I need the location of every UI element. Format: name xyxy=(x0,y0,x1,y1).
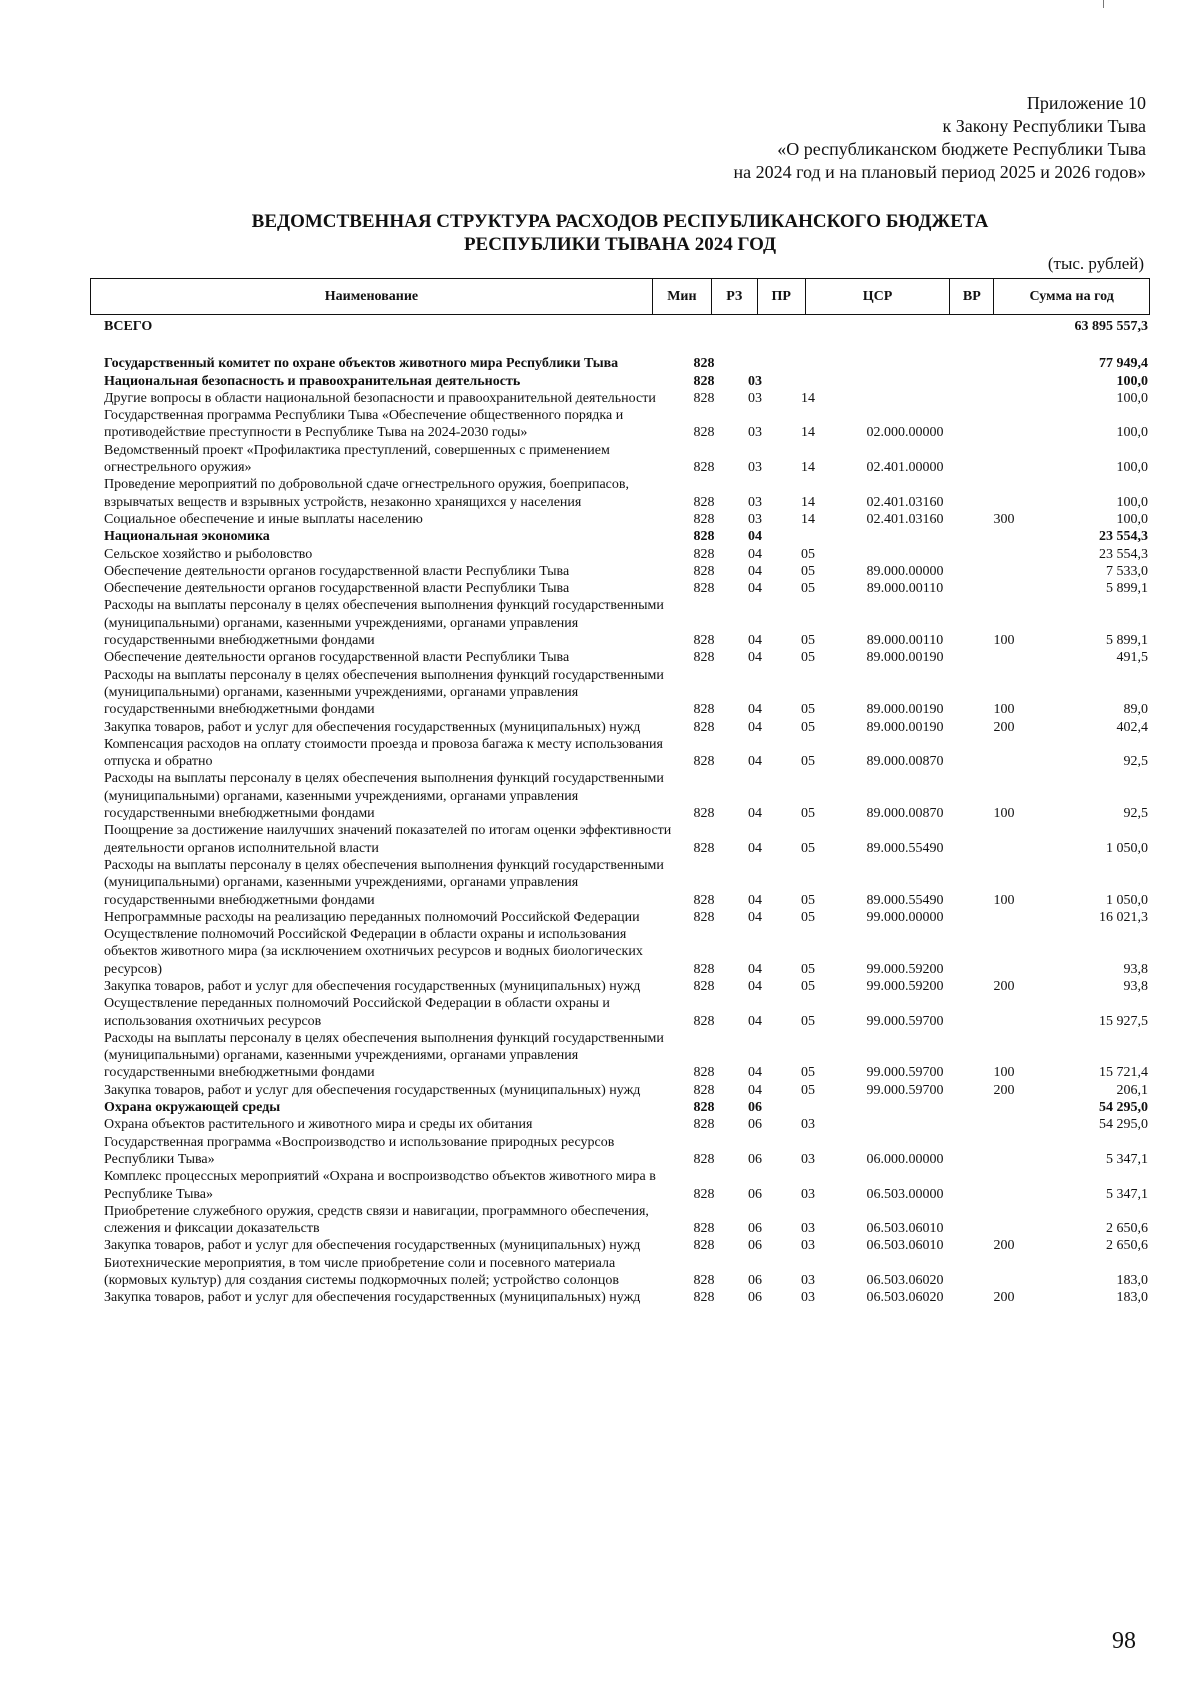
cell-name: Охрана окружающей среды xyxy=(104,1100,281,1116)
cell-rz: 04 xyxy=(748,650,762,666)
cell-name: Социальное обеспечение и иные выплаты населению xyxy=(104,511,423,527)
cell-rz: 06 xyxy=(748,1100,762,1116)
cell-pr: 05 xyxy=(801,719,815,735)
cell-min: 828 xyxy=(693,719,715,735)
cell-sum: 1 050,0 xyxy=(1106,840,1148,856)
scan-mark xyxy=(1103,0,1104,8)
table-row xyxy=(104,822,1150,857)
cell-pr: 05 xyxy=(801,961,815,977)
cell-min: 828 xyxy=(693,892,715,908)
table-row xyxy=(104,926,1150,978)
cell-sum: 100,0 xyxy=(1116,511,1148,527)
column-header-sum: Сумма на год xyxy=(1029,288,1114,304)
cell-pr: 05 xyxy=(801,633,815,649)
cell-pr: 05 xyxy=(801,806,815,822)
cell-csr: 06.000.00000 xyxy=(866,1151,944,1167)
title-line-2: РЕСПУБЛИКИ ТЫВАНА 2024 ГОД xyxy=(463,234,777,255)
title-line-1: ВЕДОМСТВЕННАЯ СТРУКТУРА РАСХОДОВ РЕСПУБЛИКАНСКОГО БЮДЖЕТА xyxy=(251,211,989,232)
cell-csr: 89.000.00190 xyxy=(866,702,944,718)
table-row xyxy=(104,442,1150,477)
table-body xyxy=(104,318,1150,1307)
cell-min: 828 xyxy=(693,978,715,994)
cell-name: Осуществление полномочий Российской Федерации в области охраны и использования объектов животного мира (за исключением охотничьих ресурсов и водных биологических ресурсов) xyxy=(104,927,643,977)
cell-rz: 04 xyxy=(748,633,762,649)
cell-min: 828 xyxy=(693,806,715,822)
cell-rz: 03 xyxy=(748,425,762,441)
table-row xyxy=(104,580,1150,597)
cell-name: Поощрение за достижение наилучших значений показателей по итогам оценки эффективности деятельности органов исполнительной власти xyxy=(104,823,672,856)
cell-pr: 05 xyxy=(801,1082,815,1098)
cell-sum: 183,0 xyxy=(1116,1290,1148,1306)
cell-name: Другие вопросы в области национальной безопасности и правоохранительной деятельности xyxy=(104,390,656,406)
cell-csr: 99.000.59700 xyxy=(866,1065,944,1081)
cell-rz: 06 xyxy=(748,1238,762,1254)
table-row xyxy=(104,563,1150,580)
cell-pr: 14 xyxy=(801,390,815,406)
cell-sum: 93,8 xyxy=(1123,978,1148,994)
cell-pr: 14 xyxy=(801,460,815,476)
table-row xyxy=(104,1116,1150,1133)
table-header xyxy=(90,278,1150,315)
cell-name: Компенсация расходов на оплату стоимости проезда и провоза багажа к месту использования отпуска и обратно xyxy=(104,736,663,770)
table-row xyxy=(104,407,1150,442)
table-row xyxy=(104,1082,1150,1099)
table-row xyxy=(104,719,1150,736)
table-row xyxy=(104,1289,1150,1306)
cell-sum: 100,0 xyxy=(1116,373,1148,389)
cell-name: Обеспечение деятельности органов государственной власти Республики Тыва xyxy=(104,581,570,597)
cell-sum: 54 295,0 xyxy=(1099,1100,1148,1116)
cell-min: 828 xyxy=(693,390,715,406)
cell-rz: 04 xyxy=(748,719,762,735)
cell-rz: 04 xyxy=(748,978,762,994)
cell-name: Обеспечение деятельности органов государственной власти Республики Тыва xyxy=(104,563,570,579)
table-row xyxy=(104,667,1150,719)
cell-rz: 04 xyxy=(748,1065,762,1081)
appendix-header xyxy=(446,92,1146,184)
table-row xyxy=(104,857,1150,909)
cell-csr: 89.000.00190 xyxy=(866,719,944,735)
cell-pr: 05 xyxy=(801,754,815,770)
cell-min: 828 xyxy=(693,563,715,579)
cell-vr: 200 xyxy=(993,719,1015,735)
table-row xyxy=(104,1134,1150,1169)
cell-csr: 89.000.00870 xyxy=(866,806,944,822)
cell-sum: 2 650,6 xyxy=(1106,1238,1148,1254)
table-row xyxy=(104,390,1150,407)
cell-sum: 206,1 xyxy=(1116,1082,1148,1098)
cell-sum: 5 899,1 xyxy=(1106,633,1148,649)
cell-sum: 54 295,0 xyxy=(1099,1117,1148,1133)
table-row xyxy=(104,528,1150,545)
appendix-line-3: «О республиканском бюджете Республики Тыва xyxy=(777,139,1146,159)
cell-rz: 04 xyxy=(748,1013,762,1029)
cell-pr: 05 xyxy=(801,702,815,718)
cell-min: 828 xyxy=(693,1013,715,1029)
cell-pr: 05 xyxy=(801,978,815,994)
cell-sum: 5 899,1 xyxy=(1106,581,1148,597)
cell-vr: 300 xyxy=(993,511,1015,527)
cell-sum: 15 927,5 xyxy=(1099,1013,1148,1029)
table-row xyxy=(104,373,1150,390)
cell-vr: 100 xyxy=(993,1065,1015,1081)
table-row xyxy=(104,995,1150,1030)
cell-pr: 05 xyxy=(801,840,815,856)
page-number: 98 xyxy=(1112,1628,1136,1654)
cell-vr: 100 xyxy=(993,806,1015,822)
cell-name: Закупка товаров, работ и услуг для обеспечения государственных (муниципальных) нужд xyxy=(104,1290,641,1306)
cell-pr: 05 xyxy=(801,1065,815,1081)
cell-pr: 03 xyxy=(801,1151,815,1167)
cell-rz: 06 xyxy=(748,1290,762,1306)
cell-vr: 100 xyxy=(993,633,1015,649)
column-header-pr: ПР xyxy=(758,279,806,314)
cell-sum: 5 347,1 xyxy=(1106,1151,1148,1167)
cell-vr: 200 xyxy=(993,978,1015,994)
cell-rz: 04 xyxy=(748,806,762,822)
cell-name: Проведение мероприятий по добровольной сдаче огнестрельного оружия, боеприпасов, взрывчатых веществ и взрывных устройств, незаконно хранящихся у населения xyxy=(104,477,629,510)
cell-sum: 5 347,1 xyxy=(1106,1186,1148,1202)
cell-name: Биотехнические мероприятия, в том числе приобретение соли и посевного материала (кормовых культур) для создания системы подкормочных полей; устройство солонцов xyxy=(104,1255,620,1289)
cell-sum: 23 554,3 xyxy=(1099,529,1148,545)
cell-rz: 04 xyxy=(748,892,762,908)
cell-pr: 14 xyxy=(801,425,815,441)
cell-rz: 06 xyxy=(748,1151,762,1167)
cell-min: 828 xyxy=(693,1100,715,1116)
table-row xyxy=(104,1168,1150,1203)
cell-sum: 402,4 xyxy=(1116,719,1148,735)
cell-name: Сельское хозяйство и рыболовство xyxy=(104,546,313,562)
cell-vr: 100 xyxy=(993,702,1015,718)
cell-min: 828 xyxy=(693,494,715,510)
cell-name: Расходы на выплаты персоналу в целях обеспечения выполнения функций государственными (муниципальными) органами, казенными учреждениями, органами управления государственными внебюджетными фондами xyxy=(104,598,664,649)
cell-name: Закупка товаров, работ и услуг для обеспечения государственных (муниципальных) нужд xyxy=(104,978,641,994)
table-row xyxy=(104,1099,1150,1116)
cell-sum: 100,0 xyxy=(1116,460,1148,476)
cell-name: Государственная программа Республики Тыва «Обеспечение общественного порядка и противодействие преступности в Республике Тыва на 2024-2030 годы» xyxy=(104,408,624,441)
cell-sum: 183,0 xyxy=(1116,1273,1148,1289)
cell-name: Закупка товаров, работ и услуг для обеспечения государственных (муниципальных) нужд xyxy=(104,1082,641,1098)
table-row xyxy=(104,736,1150,771)
cell-pr: 03 xyxy=(801,1186,815,1202)
cell-name: Государственная программа «Воспроизводство и использование природных ресурсов Республики Тыва» xyxy=(104,1134,615,1167)
table-row xyxy=(104,597,1150,649)
document-title xyxy=(90,210,1150,256)
cell-pr: 05 xyxy=(801,1013,815,1029)
cell-pr: 05 xyxy=(801,581,815,597)
cell-rz: 03 xyxy=(748,390,762,406)
cell-pr: 05 xyxy=(801,563,815,579)
cell-csr: 99.000.59700 xyxy=(866,1013,944,1029)
cell-rz: 04 xyxy=(748,546,762,562)
cell-min: 828 xyxy=(693,373,715,389)
appendix-line-4: на 2024 год и на плановый период 2025 и 2026 годов» xyxy=(733,162,1146,182)
cell-csr: 02.000.00000 xyxy=(866,425,944,441)
cell-csr: 89.000.00000 xyxy=(866,563,944,579)
cell-sum: 100,0 xyxy=(1116,494,1148,510)
cell-pr: 03 xyxy=(801,1273,815,1289)
table-row xyxy=(104,355,1150,372)
cell-csr: 89.000.55490 xyxy=(866,840,944,856)
cell-pr: 05 xyxy=(801,909,815,925)
cell-csr: 89.000.00190 xyxy=(866,650,944,666)
cell-rz: 06 xyxy=(748,1221,762,1237)
cell-pr: 14 xyxy=(801,511,815,527)
cell-name: Комплекс процессных мероприятий «Охрана и воспроизводство объектов животного мира в Республике Тыва» xyxy=(104,1169,656,1202)
cell-name: Расходы на выплаты персоналу в целях обеспечения выполнения функций государственными (муниципальными) органами, казенными учреждениями, органами управления государственными внебюджетными фондами xyxy=(104,667,664,718)
cell-min: 828 xyxy=(693,460,715,476)
cell-name: Закупка товаров, работ и услуг для обеспечения государственных (муниципальных) нужд xyxy=(104,719,641,735)
cell-csr: 06.503.00000 xyxy=(866,1186,944,1202)
cell-csr: 02.401.03160 xyxy=(866,494,944,510)
cell-vr: 200 xyxy=(993,1082,1015,1098)
column-header-min: Мин xyxy=(653,279,712,314)
table-row xyxy=(104,978,1150,995)
cell-name: Национальная экономика xyxy=(104,529,270,545)
cell-vr: 200 xyxy=(993,1238,1015,1254)
cell-min: 828 xyxy=(693,356,715,372)
cell-sum: 16 021,3 xyxy=(1099,909,1148,925)
cell-rz: 04 xyxy=(748,1082,762,1098)
cell-rz: 06 xyxy=(748,1186,762,1202)
cell-min: 828 xyxy=(693,1273,715,1289)
appendix-line-2: к Закону Республики Тыва xyxy=(942,116,1146,136)
cell-csr: 06.503.06010 xyxy=(866,1238,944,1254)
table-row xyxy=(104,649,1150,666)
cell-sum: 1 050,0 xyxy=(1106,892,1148,908)
cell-min: 828 xyxy=(693,1221,715,1237)
cell-csr: 99.000.59200 xyxy=(866,961,944,977)
cell-min: 828 xyxy=(693,909,715,925)
table-row xyxy=(104,909,1150,926)
cell-rz: 04 xyxy=(748,581,762,597)
cell-sum: 100,0 xyxy=(1116,390,1148,406)
cell-sum: 100,0 xyxy=(1116,425,1148,441)
column-header-rz: РЗ xyxy=(712,279,758,314)
cell-name: Расходы на выплаты персоналу в целях обеспечения выполнения функций государственными (муниципальными) органами, казенными учреждениями, органами управления государственными внебюджетными фондами xyxy=(104,1030,664,1081)
cell-pr: 05 xyxy=(801,650,815,666)
table-row xyxy=(104,511,1150,528)
cell-rz: 04 xyxy=(748,702,762,718)
cell-min: 828 xyxy=(693,1238,715,1254)
cell-rz: 03 xyxy=(748,373,762,389)
cell-min: 828 xyxy=(693,529,715,545)
cell-name: Расходы на выплаты персоналу в целях обеспечения выполнения функций государственными (муниципальными) органами, казенными учреждениями, органами управления государственными внебюджетными фондами xyxy=(104,857,664,908)
table-row xyxy=(104,546,1150,563)
cell-rz: 03 xyxy=(748,494,762,510)
cell-csr: 89.000.00110 xyxy=(866,633,944,649)
table-row xyxy=(104,318,1150,335)
cell-sum: 7 533,0 xyxy=(1106,563,1148,579)
cell-pr: 05 xyxy=(801,892,815,908)
cell-rz: 04 xyxy=(748,563,762,579)
cell-min: 828 xyxy=(693,546,715,562)
cell-name: Охрана объектов растительного и животного мира и среды их обитания xyxy=(104,1117,533,1133)
cell-rz: 03 xyxy=(748,511,762,527)
table-row xyxy=(104,1237,1150,1254)
table-row xyxy=(104,1255,1150,1290)
table-spacer xyxy=(104,335,1150,355)
cell-min: 828 xyxy=(693,1082,715,1098)
cell-csr: 99.000.59700 xyxy=(866,1082,944,1098)
cell-min: 828 xyxy=(693,581,715,597)
cell-name: Расходы на выплаты персоналу в целях обеспечения выполнения функций государственными (муниципальными) органами, казенными учреждениями, органами управления государственными внебюджетными фондами xyxy=(104,771,664,822)
cell-sum: 93,8 xyxy=(1123,961,1148,977)
cell-min: 828 xyxy=(693,1151,715,1167)
cell-rz: 03 xyxy=(748,460,762,476)
table-row xyxy=(104,1030,1150,1082)
cell-name: Национальная безопасность и правоохранительная деятельность xyxy=(104,373,521,389)
column-header-csr: ЦСР xyxy=(806,279,951,314)
cell-name: Обеспечение деятельности органов государственной власти Республики Тыва xyxy=(104,650,570,666)
column-header-vr: ВР xyxy=(950,279,994,314)
cell-csr: 89.000.00870 xyxy=(866,754,944,770)
cell-csr: 89.000.00110 xyxy=(866,581,944,597)
cell-rz: 06 xyxy=(748,1117,762,1133)
cell-sum: 15 721,4 xyxy=(1099,1065,1148,1081)
cell-min: 828 xyxy=(693,511,715,527)
cell-rz: 06 xyxy=(748,1273,762,1289)
cell-min: 828 xyxy=(693,1065,715,1081)
cell-min: 828 xyxy=(693,633,715,649)
cell-min: 828 xyxy=(693,1117,715,1133)
cell-name: Закупка товаров, работ и услуг для обеспечения государственных (муниципальных) нужд xyxy=(104,1238,641,1254)
cell-pr: 03 xyxy=(801,1117,815,1133)
cell-csr: 89.000.55490 xyxy=(866,892,944,908)
cell-name: ВСЕГО xyxy=(104,319,153,334)
cell-name: Осуществление переданных полномочий Российской Федерации в области охраны и использования охотничьих ресурсов xyxy=(104,996,610,1029)
cell-min: 828 xyxy=(693,1186,715,1202)
cell-min: 828 xyxy=(693,425,715,441)
cell-rz: 04 xyxy=(748,529,762,545)
table-row xyxy=(104,1203,1150,1238)
cell-rz: 04 xyxy=(748,909,762,925)
cell-min: 828 xyxy=(693,840,715,856)
cell-pr: 03 xyxy=(801,1221,815,1237)
cell-pr: 03 xyxy=(801,1290,815,1306)
cell-csr: 06.503.06020 xyxy=(866,1273,944,1289)
cell-min: 828 xyxy=(693,961,715,977)
cell-min: 828 xyxy=(693,1290,715,1306)
cell-csr: 99.000.00000 xyxy=(866,909,944,925)
table-row xyxy=(104,476,1150,511)
column-header-name: Наименование xyxy=(91,279,653,314)
cell-csr: 06.503.06020 xyxy=(866,1290,944,1306)
cell-sum: 92,5 xyxy=(1123,806,1148,822)
cell-sum: 63 895 557,3 xyxy=(1074,319,1148,334)
cell-csr: 02.401.03160 xyxy=(866,511,944,527)
cell-vr: 100 xyxy=(993,892,1015,908)
cell-sum: 89,0 xyxy=(1123,702,1148,718)
unit-label: (тыс. рублей) xyxy=(1047,254,1144,273)
cell-min: 828 xyxy=(693,650,715,666)
cell-min: 828 xyxy=(693,754,715,770)
cell-pr: 05 xyxy=(801,546,815,562)
cell-name: Государственный комитет по охране объектов животного мира Республики Тыва xyxy=(104,356,619,372)
cell-name: Непрограммные расходы на реализацию переданных полномочий Российской Федерации xyxy=(104,909,640,925)
cell-csr: 99.000.59200 xyxy=(866,978,944,994)
cell-csr: 06.503.06010 xyxy=(866,1221,944,1237)
cell-pr: 03 xyxy=(801,1238,815,1254)
cell-sum: 491,5 xyxy=(1116,650,1148,666)
cell-rz: 04 xyxy=(748,840,762,856)
cell-rz: 04 xyxy=(748,961,762,977)
cell-sum: 77 949,4 xyxy=(1099,356,1148,372)
cell-rz: 04 xyxy=(748,754,762,770)
appendix-line-1: Приложение 10 xyxy=(1026,93,1146,113)
cell-pr: 14 xyxy=(801,494,815,510)
cell-sum: 23 554,3 xyxy=(1099,546,1148,562)
cell-sum: 2 650,6 xyxy=(1106,1221,1148,1237)
table-row xyxy=(104,770,1150,822)
cell-vr: 200 xyxy=(993,1290,1015,1306)
cell-name: Ведомственный проект «Профилактика преступлений, совершенных с применением огнестрельного оружия» xyxy=(104,442,610,476)
cell-name: Приобретение служебного оружия, средств связи и навигации, программного обеспечения, слежения и фиксации доказательств xyxy=(104,1203,649,1237)
cell-min: 828 xyxy=(693,702,715,718)
cell-csr: 02.401.00000 xyxy=(866,460,944,476)
cell-sum: 92,5 xyxy=(1123,754,1148,770)
